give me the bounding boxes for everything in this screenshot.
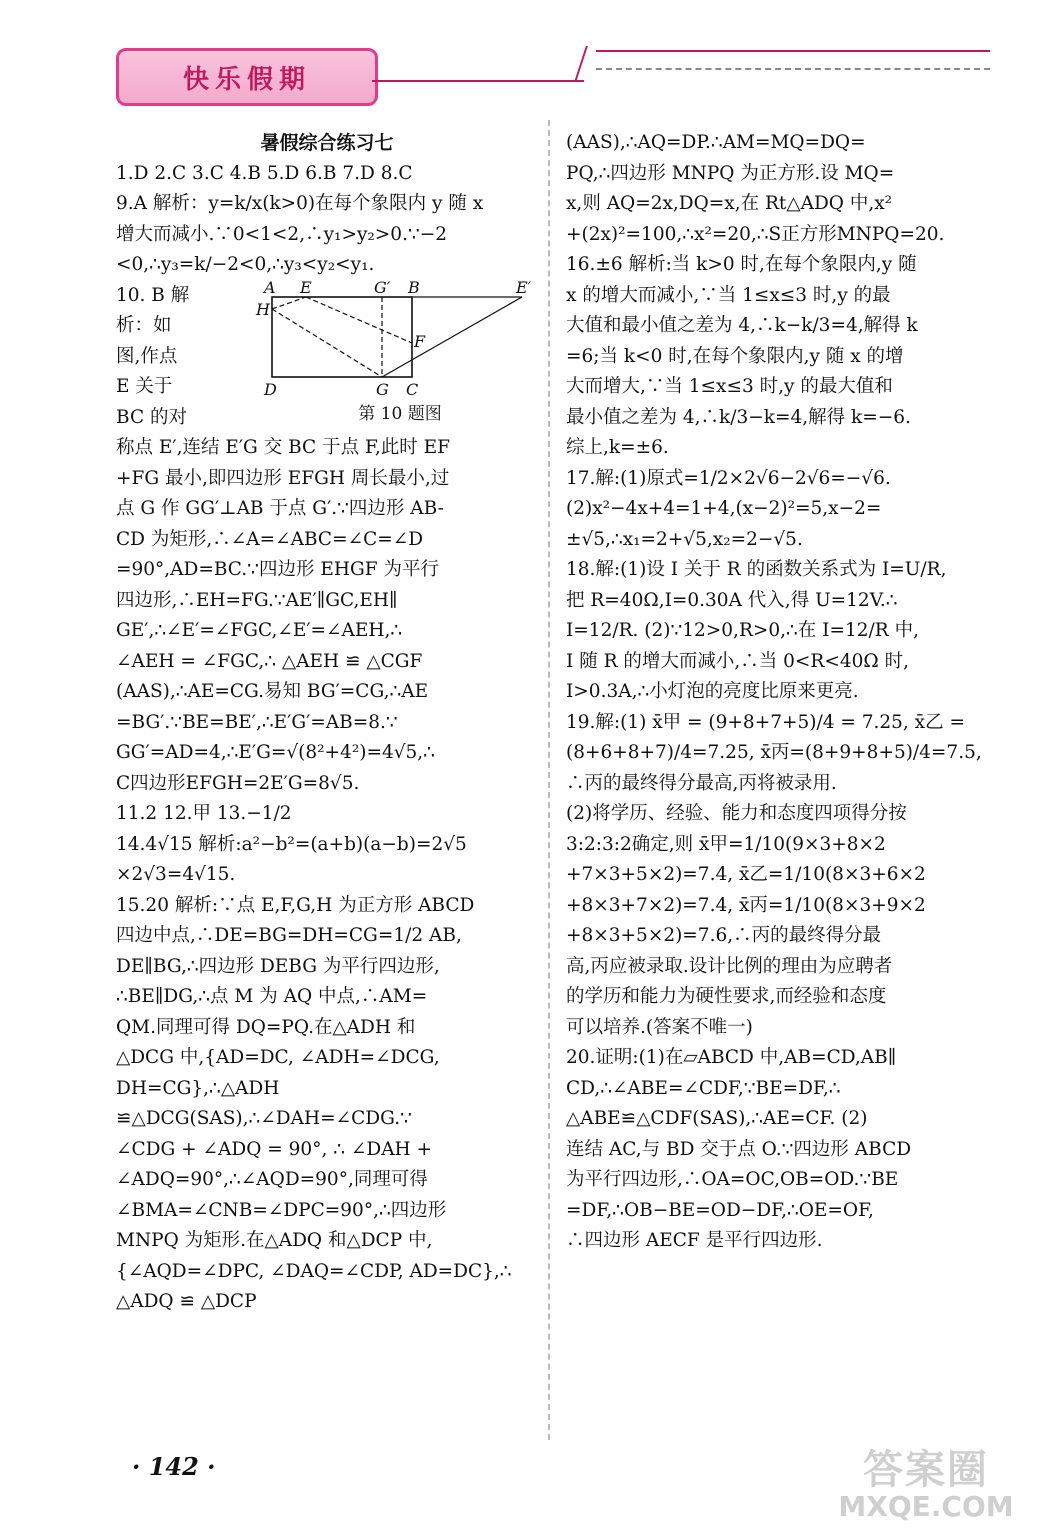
answer-line: 最小值之差为 4,∴k/3−k=4,解得 k=−6.: [566, 406, 911, 428]
answer-line: 连结 AC,与 BD 交于点 O.∵四边形 ABCD: [566, 1138, 912, 1160]
answer-line: =DF,∴OB−BE=OD−DF,∴OE=OF,: [566, 1199, 874, 1221]
column-divider: [548, 120, 550, 1440]
answer-line: MNPQ 为矩形.在△ADQ 和△DCP 中,: [116, 1230, 433, 1251]
header-rule-top: [596, 50, 990, 52]
label-a: A: [264, 277, 276, 297]
answer-line: ±√5,∴x₁=2+√5,x₂=2−√5.: [566, 528, 803, 550]
watermark-url: MXQE.COM: [838, 1490, 1014, 1523]
answer-line: 称点 E′,连结 E′G 交 BC 于点 F,此时 EF: [116, 437, 451, 458]
answer-line: 点 G 作 GG′⊥AB 于点 G′.∵四边形 AB-: [116, 498, 444, 519]
answer-line: 1.D 2.C 3.C 4.B 5.D 6.B 7.D 8.C: [116, 162, 413, 184]
answer-line: GE′,∴∠E′=∠FGC,∠E′=∠AEH,∴: [116, 620, 403, 641]
answer-line: ∴BE∥DG,∴点 M 为 AQ 中点,∴AM=: [116, 986, 428, 1007]
answer-line: +7×3+5×2)=7.4, x̄乙=1/10(8×3+6×2: [566, 864, 926, 885]
answer-line: ≌△DCG(SAS),∴∠DAH=∠CDG.∵: [116, 1108, 412, 1129]
answer-line: 析：如: [116, 315, 172, 336]
answer-line: (8+6+8+7)/4=7.25, x̄丙=(8+9+8+5)/4=7.5,: [566, 742, 982, 763]
segment-hg: [272, 309, 382, 377]
answer-line: ×2√3=4√15.: [116, 864, 236, 885]
answer-line: DE∥BG,∴四边形 DEBG 为平行四边形,: [116, 955, 440, 977]
q10-figure: [256, 277, 538, 434]
answer-line: 19.解:(1) x̄甲 = (9+8+7+5)/4 = 7.25, x̄乙 =: [566, 711, 965, 733]
answer-line: 大值和最小值之差为 4,∴k−k/3=4,解得 k: [566, 315, 918, 336]
answer-line: 的学历和能力为硬性要求,而经验和态度: [566, 986, 887, 1007]
answer-line: 把 R=40Ω,I=0.30A 代入,得 U=12V.∴: [566, 589, 898, 611]
answer-line: 综上,k=±6.: [566, 437, 669, 458]
answer-line: CD 为矩形,∴∠A=∠ABC=∠C=∠D: [116, 528, 424, 550]
label-g: G: [376, 379, 389, 399]
answer-line: E 关于: [116, 376, 173, 397]
answer-line: 20.证明:(1)在▱ABCD 中,AB=CD,AB∥: [566, 1047, 897, 1068]
label-c: C: [406, 379, 419, 399]
answer-line: +(2x)²=100,∴x²=20,∴S正方形MNPQ=20.: [566, 223, 945, 245]
header-badge-text: 快乐假期: [182, 64, 311, 95]
answer-line: 四边形,∴EH=FG.∵AE′∥GC,EH∥: [116, 589, 398, 611]
answer-line: I 随 R 的增大而减小,∴当 0<R<40Ω 时,: [566, 650, 909, 672]
left-column: [116, 128, 538, 1318]
answer-line: 17.解:(1)原式=1/2×2√6−2√6=−√6.: [566, 467, 891, 489]
answer-line: PQ,∴四边形 MNPQ 为正方形.设 MQ=: [566, 162, 895, 184]
label-f: F: [414, 331, 426, 351]
answer-line: CD,∴∠ABE=∠CDF,∵BE=DF,∴: [566, 1077, 841, 1099]
watermark-logo-text: 答案圈: [863, 1447, 989, 1493]
answer-line: +FG 最小,即四边形 EFGH 周长最小,过: [116, 467, 450, 489]
answer-line: △ABE≌△CDF(SAS),∴AE=CF. (2): [566, 1108, 868, 1129]
answer-line: x,则 AQ=2x,DQ=x,在 Rt△ADQ 中,x²: [566, 193, 893, 214]
label-b: B: [408, 277, 420, 297]
right-column: [566, 128, 986, 1257]
answer-line: BC 的对: [116, 406, 187, 428]
answer-line: △DCG 中,{AD=DC, ∠ADH=∠DCG, DH=CG},∴△ADH: [116, 1047, 440, 1099]
answer-line: x 的增大而减小,∵当 1≤x≤3 时,y 的最: [566, 284, 891, 306]
answer-line: +8×3+7×2)=7.4, x̄丙=1/10(8×3+9×2: [566, 894, 926, 916]
q10-block: [116, 277, 538, 434]
answer-line: 图,作点: [116, 345, 178, 367]
label-e: E: [300, 277, 312, 297]
answer-line: =BG′.∵BE=BE′,∴E′G′=AB=8.∵: [116, 711, 398, 733]
answer-line: 增大而减小.∵0<1<2,∴y₁>y₂>0.∵−2: [116, 223, 448, 245]
answer-line: I=12/R. (2)∵12>0,R>0,∴在 I=12/R 中,: [566, 620, 919, 641]
answer-line: +8×3+5×2)=7.6,∴丙的最终得分最: [566, 925, 882, 946]
answer-line: {∠AQD=∠DPC, ∠DAQ=∠CDP, AD=DC},∴ △ADQ ≌ △DCP: [116, 1260, 512, 1312]
answer-line: ∠BMA=∠CNB=∠DPC=90°,∴四边形: [116, 1199, 447, 1221]
answer-line: ∴丙的最终得分最高,丙将被录用.: [566, 772, 837, 794]
answer-line: ∴四边形 AECF 是平行四边形.: [566, 1230, 823, 1251]
header-dashed-rule: [596, 68, 990, 70]
answer-line: 18.解:(1)设 I 关于 R 的函数关系式为 I=U/R,: [566, 559, 947, 580]
answer-line: ∠ADQ=90°,∴∠AQD=90°,同理可得: [116, 1169, 428, 1190]
answer-line: 高,丙应被录取.设计比例的理由为应聘者: [566, 955, 893, 977]
rectangle-diagram: [256, 277, 538, 399]
label-e-prime: E′: [516, 277, 532, 297]
answer-line: C四边形EFGH=2E′G=8√5.: [116, 772, 360, 794]
rect-abcd: [272, 297, 412, 377]
answer-line: 3:2:3:2确定,则 x̄甲=1/10(9×3+8×2: [566, 833, 886, 855]
answer-line: 为平行四边形,∴OA=OC,OB=OD.∵BE: [566, 1169, 899, 1190]
label-g-prime: G′: [374, 277, 391, 297]
answer-line: GG′=AD=4,∴E′G=√(8²+4²)=4√5,∴: [116, 742, 435, 763]
header-badge: [116, 48, 378, 106]
answer-line: 10. B 解: [116, 284, 190, 306]
answer-line: =90°,AD=BC.∵四边形 EHGF 为平行: [116, 559, 439, 580]
segment-he: [272, 297, 306, 309]
answer-line: QM.同理可得 DQ=PQ.在△ADH 和: [116, 1016, 416, 1038]
answer-line: ∠AEH = ∠FGC,∴ △AEH ≌ △CGF: [116, 650, 423, 672]
answer-line: 9.A 解析：y=k/x(k>0)在每个象限内 y 随 x: [116, 193, 484, 214]
answer-line: (AAS),∴AE=CG.易知 BG′=CG,∴AE: [116, 681, 429, 702]
answer-line: <0,∴y₃=k/−2<0,∴y₃<y₂<y₁.: [116, 254, 375, 275]
answer-line: 14.4√15 解析:a²−b²=(a+b)(a−b)=2√5: [116, 833, 467, 855]
answer-line: 16.±6 解析:当 k>0 时,在每个象限内,y 随: [566, 254, 917, 275]
q10-intro: [116, 281, 220, 434]
answer-line: 11.2 12.甲 13.−1/2: [116, 803, 292, 824]
answer-line: 四边中点,∴DE=BG=DH=CG=1/2 AB,: [116, 925, 462, 946]
segment-ge: [382, 297, 522, 377]
page-number: · 142 ·: [132, 1452, 216, 1481]
label-h: H: [256, 299, 270, 319]
answer-line: 可以培养.(答案不唯一): [566, 1016, 753, 1038]
label-d: D: [264, 379, 277, 399]
watermark: [826, 1448, 1026, 1522]
exercise-title: 暑假综合练习七: [260, 132, 394, 154]
answer-line: (AAS),∴AQ=DP.∴AM=MQ=DQ=: [566, 132, 866, 153]
answer-line: 15.20 解析:∵点 E,F,G,H 为正方形 ABCD: [116, 894, 475, 916]
answer-line: =6;当 k<0 时,在每个象限内,y 随 x 的增: [566, 345, 904, 367]
answer-line: (2)x²−4x+4=1+4,(x−2)²=5,x−2=: [566, 498, 882, 519]
answer-line: ∠CDG + ∠ADQ = 90°, ∴ ∠DAH +: [116, 1138, 433, 1160]
segment-ef: [306, 297, 412, 343]
header-rule: [372, 80, 584, 82]
answer-line: (2)将学历、经验、能力和态度四项得分按: [566, 803, 907, 824]
figure-caption: 第 10 题图: [358, 403, 442, 424]
answer-line: 大而增大,∵当 1≤x≤3 时,y 的最大值和: [566, 376, 893, 397]
answer-line: I>0.3A,∴小灯泡的亮度比原来更亮.: [566, 681, 859, 702]
